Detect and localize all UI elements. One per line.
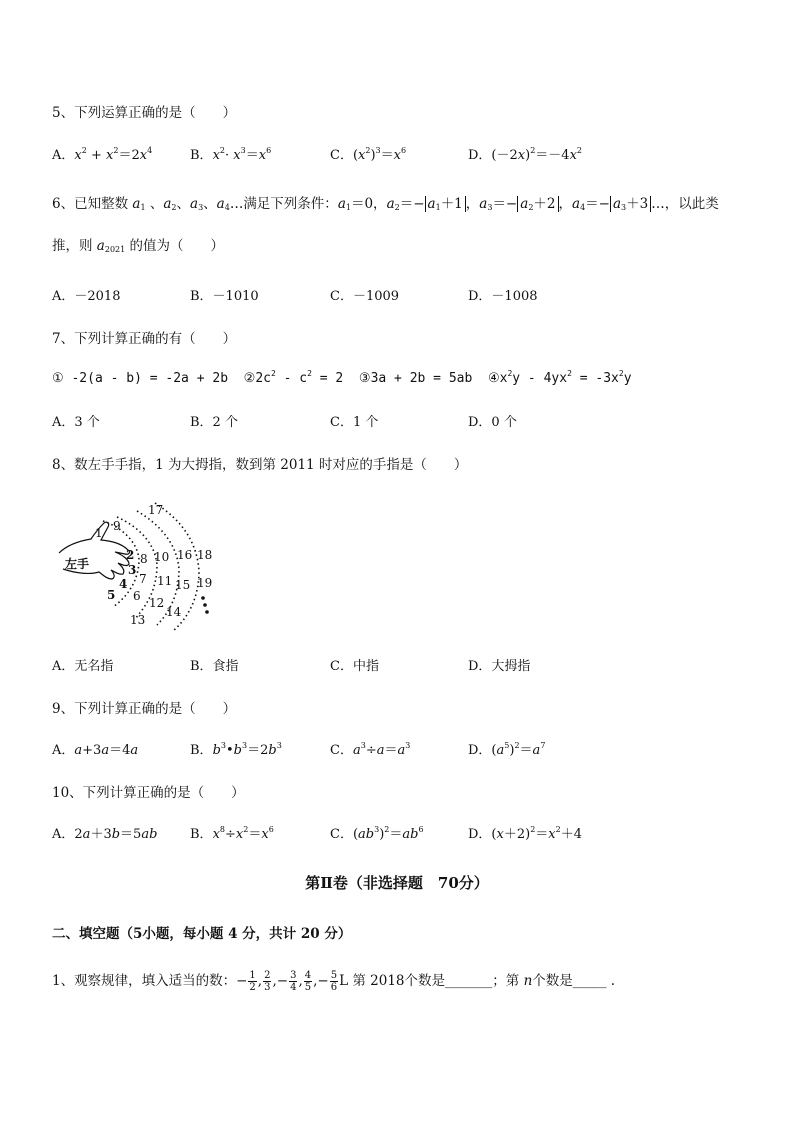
hand-number-13: 13 <box>130 613 146 627</box>
hand-number-10: 10 <box>154 550 170 564</box>
fill1-tail: 第 2018个数是_______；第 n个数是_____ . <box>352 973 616 989</box>
q6-option-b: B．－1010 <box>190 289 259 304</box>
q7-option-d: D．0 个 <box>468 415 517 430</box>
hand-number-8: 8 <box>140 552 148 566</box>
q10-option-d: D．$(x+2)^2=x^2+4$ <box>468 825 583 842</box>
q10-option-b: B．$x^8\div x^2=x^6$ <box>190 825 274 842</box>
q8-option-d: D．大拇指 <box>468 659 531 674</box>
q7-option-c: C．1 个 <box>330 415 379 430</box>
q5-option-b: B．$x^2\cdot x^3=x^6$ <box>190 146 272 163</box>
q9-option-c: C．$a^3\div a=a^3$ <box>330 741 411 758</box>
q8-stem: 8、数左手手指，1 为大拇指，数到第 2011 时对应的手指是（ ） <box>52 457 468 473</box>
hand-number-7: 7 <box>139 572 147 586</box>
q7-option-a: A．3 个 <box>52 415 100 430</box>
fill1-sequence: − $\frac{1}{2}$ , $\frac{2}{3}$ ,− $\frac{3}{4}$ , $\frac{4}{5}$ ,− $\frac{5}{6}$ L <box>236 970 349 993</box>
q6-option-a: A．－2018 <box>52 289 121 304</box>
hand-number-9: 9 <box>113 519 121 533</box>
hand-label: 左手 <box>65 557 90 571</box>
hand-number-5: 5 <box>107 588 116 602</box>
hand-number-1: 1 <box>95 526 103 540</box>
q8-option-c: C．中指 <box>330 659 379 674</box>
hand-number-12: 12 <box>149 596 165 610</box>
q10-option-a: A．2a＋3b＝5ab <box>52 827 158 842</box>
q10-stem: 10、下列计算正确的是（ ） <box>52 785 245 801</box>
q5-option-d: D．$(-2x)^2=-4x^2$ <box>468 146 583 163</box>
hand-number-4: 4 <box>119 577 128 591</box>
hand-number-11: 11 <box>157 574 173 588</box>
hand-number-2: 2 <box>126 548 135 562</box>
q5-option-c: C．$(x^2)^3=x^6$ <box>330 146 407 163</box>
hand-number-14: 14 <box>166 605 182 619</box>
q9-option-b: B．$b^3•b^3=2b^3$ <box>190 741 282 758</box>
q9-option-d: D．$(a^5)^2=a^7$ <box>468 741 546 758</box>
q10-option-c: C．$(ab^3)^2=ab^6$ <box>330 825 424 842</box>
hand-number-15: 15 <box>175 578 191 592</box>
q8-option-b: B．食指 <box>190 659 239 674</box>
hand-finger-counting-figure <box>55 495 225 635</box>
q6-stem-line2: 推，则 $a_{2021}$ 的值为（ ） <box>52 238 225 254</box>
q7-statements: ① -2(a - b) = -2a + 2b $②2c^2 - c^2 = 2$ ③3a + 2b = 5ab $④x^2y - 4yx^2 = -3x^2y$ <box>52 369 632 386</box>
q9-option-a: A．a+3a＝4a <box>52 743 139 758</box>
q7-option-b: B．2 个 <box>190 415 238 430</box>
hand-number-16: 16 <box>177 548 193 562</box>
fill1-stem: 1、观察规律，填入适当的数： <box>52 973 237 989</box>
fill1-question <box>52 966 615 996</box>
hand-number-18: 18 <box>197 548 213 562</box>
part2-section-heading: 二、填空题（5小题，每小题 4 分，共计 20 分） <box>52 926 352 942</box>
q7-stem: 7、下列计算正确的有（ ） <box>52 331 237 347</box>
q6-option-c: C．－1009 <box>330 289 400 304</box>
part2-title: 第Ⅱ卷（非选择题 70分） <box>305 874 489 892</box>
hand-number-6: 6 <box>133 589 141 603</box>
q5-stem: 5、下列运算正确的是（ ） <box>52 105 237 121</box>
q6-option-d: D．－1008 <box>468 289 538 304</box>
q6-stem-line1: 6、已知整数 $a_1$ 、$a_2$、$a_3$、$a_4\dots$满足下列条件：$a_1=0$，$a_2=- a_1+1$ ，$a_3=- a_2+2$ ，$a_4=- a_3+3$ …，以此类 <box>52 196 719 212</box>
q8-option-a: A．无名指 <box>52 659 114 674</box>
hand-number-17: 17 <box>148 503 164 517</box>
hand-number-19: 19 <box>197 576 213 590</box>
q9-stem: 9、下列计算正确的是（ ） <box>52 701 237 717</box>
hand-number-3: 3 <box>128 563 137 577</box>
q5-option-a: A．$x^2 + x^2=2x^4$ <box>52 146 153 163</box>
